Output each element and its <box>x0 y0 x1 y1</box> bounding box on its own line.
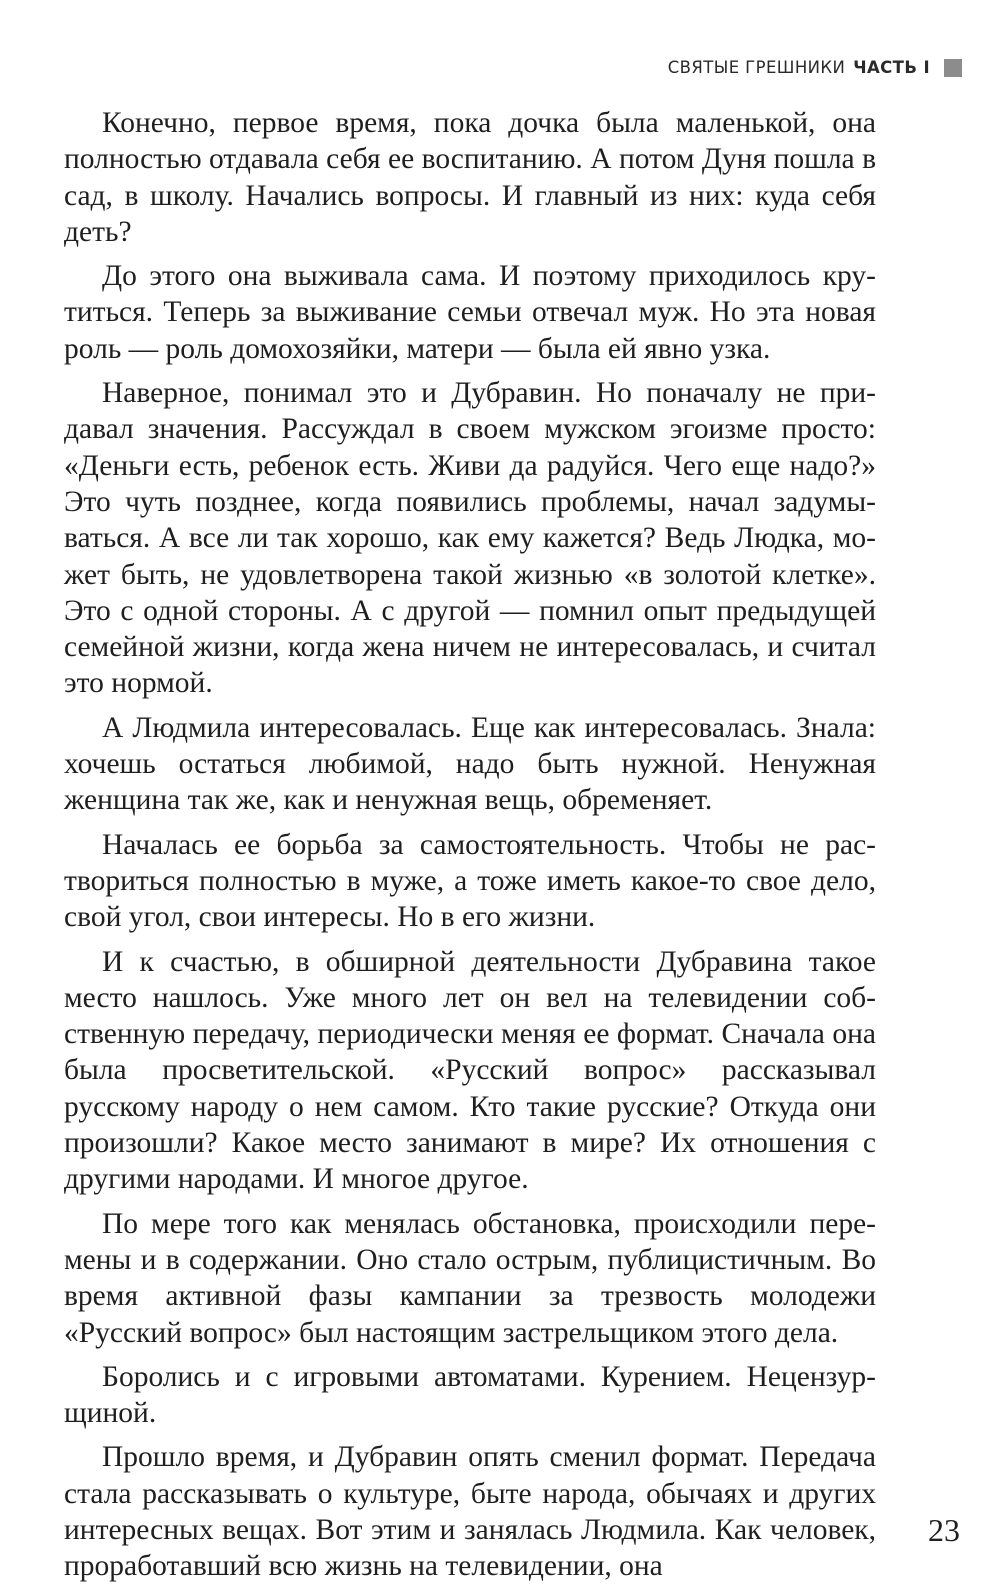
paragraph: До этого она выживала сама. И поэтому приходилось крутиться. Теперь за выживание семьи отвечал муж. Но эта новая роль — роль домохозяйки, матери — была ей явно узка. <box>64 260 876 365</box>
paragraph: Наверное, понимал это и Дубравин. Но поначалу не придавал значения. Рассуждал в своем мужском эгоизме просто: «Деньги есть, ребенок есть. Живи да радуйся. Чего еще надо?» Это чуть позднее, когда появились проблемы, начал задумываться. А все ли так хорошо, как ему кажется? Ведь Людка, может быть, не удовлетворена такой жизнью «в золотой клетке». Это с одной стороны. А с другой — помнил опыт предыдущей семейной жизни, когда жена ничем не интересовалась, и считал это нормой. <box>64 377 876 700</box>
paragraph: Прошло время, и Дубравин опять сменил формат. Передача стала рассказывать о культуре, быте народа, обычаях и других интересных вещах. Вот этим и занялась Людмила. Как человек, проработавший всю жизнь на телевидении, она <box>64 1441 876 1583</box>
paragraph: Боролись и с игровыми автоматами. Курением. Нецензурщиной. <box>64 1360 876 1430</box>
running-head-part: ЧАСТЬ I <box>853 58 930 77</box>
running-head-marker <box>944 59 962 77</box>
running-head <box>668 58 962 77</box>
running-head-title: СВЯТЫЕ ГРЕШНИКИ <box>667 58 846 77</box>
body-text <box>64 105 876 1593</box>
paragraph: И к счастью, в обширной деятельности Дубравина такое место нашлось. Уже много лет он вел на телевидении собственную передачу, периодически меняя ее формат. Сначала она была просветительской. «Русский вопрос» рассказывал русскому народу о нем самом. Кто такие русские? Откуда они произошли? Какое место занимают в мире? Их отношения с другими народами. И многое другое. <box>64 945 876 1196</box>
page-number: 23 <box>928 1512 960 1548</box>
paragraph: А Людмила интересовалась. Еще как интересовалась. Знала: хочешь остаться любимой, надо быть нужной. Ненужная женщина так же, как и ненужная вещь, обременяет. <box>64 711 876 817</box>
paragraph: Конечно, первое время, пока дочка была маленькой, она полностью отдавала себя ее воспитанию. А потом Дуня пошла в сад, в школу. Начались вопросы. И главный из них: куда себя деть? <box>64 107 876 248</box>
paragraph: По мере того как менялась обстановка, происходили перемены и в содержании. Оно стало острым, публицистичным. Во время активной фазы кампании за трезвость молодежи «Русский вопрос» был настоящим застрельщиком этого дела. <box>64 1207 876 1349</box>
paragraph: Началась ее борьба за самостоятельность. Чтобы не раствориться полностью в муже, а тоже иметь какое-то свое дело, свой угол, свои интересы. Но в его жизни. <box>64 828 876 934</box>
